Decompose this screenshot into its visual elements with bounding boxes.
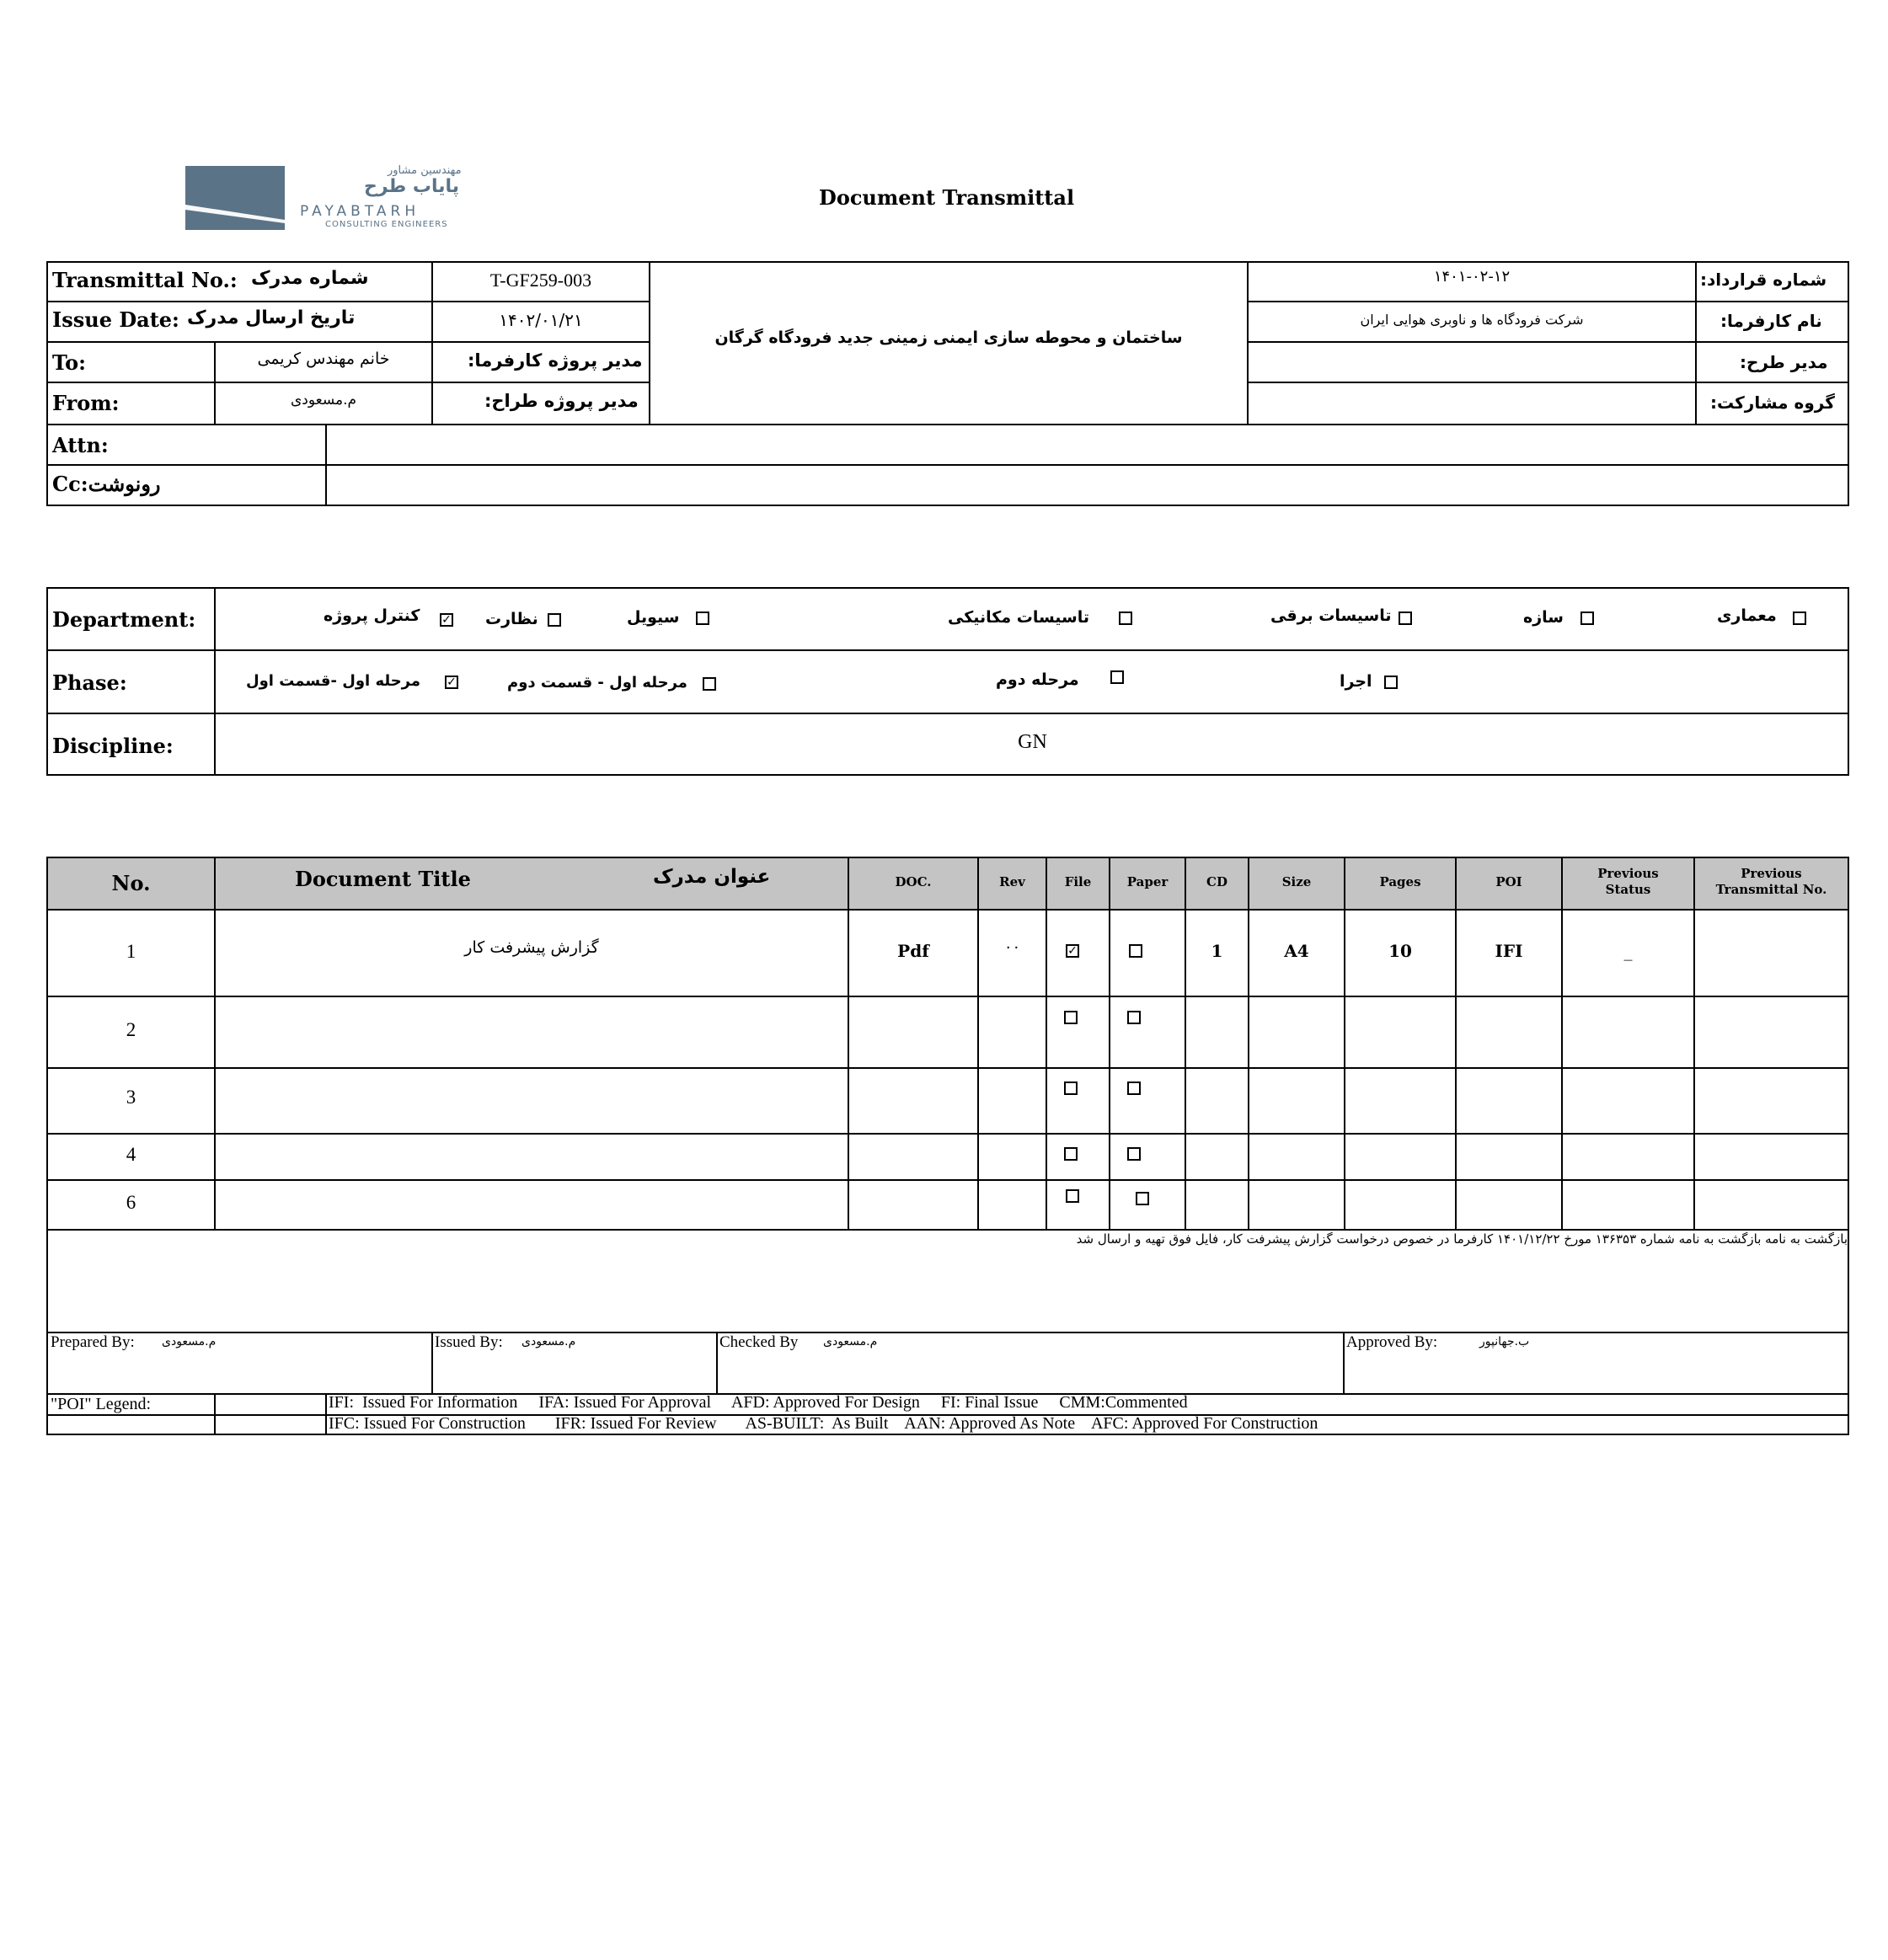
- row-paper-checkbox[interactable]: [1129, 944, 1142, 958]
- poi-legend-line-2: IFC: Issued For Construction IFR: Issued For Review AS-BUILT: As Built AAN: Approved As Note AFC: Approved For Construction: [329, 1414, 1318, 1433]
- col-header-title-fa: عنوان مدرک: [653, 866, 771, 888]
- dept-checkbox-architecture[interactable]: [1793, 611, 1806, 625]
- col-header-size: Size: [1281, 874, 1312, 889]
- from-value: م.مسعودی: [290, 392, 357, 409]
- col-header-file: File: [1064, 874, 1092, 889]
- client-pm-label: مدیر پروژه کارفرما:: [468, 350, 643, 371]
- checked-by-label: Checked By: [719, 1333, 799, 1351]
- col-header-pages: Pages: [1379, 874, 1421, 889]
- phase-checkbox-stage1-part2[interactable]: [703, 677, 716, 691]
- logo-persian-name: پایاب طرح: [364, 176, 460, 197]
- dept-checkbox-structure[interactable]: [1580, 611, 1594, 625]
- discipline-label: Discipline:: [52, 734, 174, 758]
- designer-pm-label: مدیر پروژه طراح:: [484, 391, 639, 411]
- row-file-checkbox[interactable]: [1064, 1011, 1078, 1024]
- dept-label-civil: سیویل: [627, 608, 680, 627]
- company-logo: [185, 164, 497, 236]
- col-header-rev: Rev: [999, 874, 1025, 889]
- dept-checkbox-supervision[interactable]: [548, 613, 561, 627]
- plan-manager-label: مدیر طرح:: [1740, 352, 1828, 372]
- partnership-label: گروه مشارکت:: [1710, 393, 1835, 413]
- checked-by-value: م.مسعودی: [823, 1335, 878, 1349]
- row-no: 3: [126, 1087, 136, 1108]
- discipline-value: GN: [1018, 731, 1047, 753]
- dept-checkbox-project-control[interactable]: ✓: [440, 613, 453, 627]
- logo-latin-sub: CONSULTING ENGINEERS: [325, 220, 448, 229]
- attn-label: Attn:: [52, 433, 109, 457]
- phase-label-stage1-part1: مرحله اول -قسمت اول: [246, 672, 421, 690]
- header-block: [46, 261, 1849, 506]
- col-header-cd: CD: [1206, 874, 1227, 889]
- row-no: 2: [126, 1019, 136, 1040]
- row-no: 4: [126, 1144, 136, 1165]
- phase-checkbox-stage1-part1[interactable]: ✓: [445, 676, 458, 689]
- poi-legend-line-1: IFI: Issued For Information IFA: Issued For Approval AFD: Approved For Design FI: Final Issue CMM:Commented: [329, 1393, 1188, 1412]
- phase-checkbox-second-stage[interactable]: [1110, 670, 1124, 684]
- col-header-title-en: Document Title: [295, 867, 471, 891]
- dept-label-electrical: تاسیسات برقی: [1270, 606, 1392, 625]
- row-poi: IFI: [1495, 941, 1523, 961]
- col-header-no: No.: [111, 871, 151, 895]
- row-paper-checkbox[interactable]: [1127, 1147, 1141, 1161]
- issued-by-label: Issued By:: [435, 1333, 503, 1351]
- row-file-checkbox[interactable]: ✓: [1066, 944, 1079, 958]
- phase-label-stage1-part2: مرحله اول - قسمت دوم: [507, 674, 687, 692]
- remarks-text: بازگشت به نامه بازگشت به نامه شماره ۱۳۶۳۵۳ مورخ ۱۴۰۱/۱۲/۲۲ کارفرما در خصوص درخواست گزارش پیشرفت کار، فایل فوق تهیه و ارسال شد: [1076, 1231, 1848, 1247]
- row-size: A4: [1284, 941, 1309, 961]
- issued-by-value: م.مسعودی: [521, 1335, 576, 1349]
- row-no: 6: [126, 1192, 136, 1213]
- client-value: شرکت فرودگاه ها و ناوبری هوایی ایران: [1360, 312, 1584, 328]
- row-prev-status: _: [1623, 941, 1633, 961]
- col-header-doc: DOC.: [895, 874, 932, 889]
- row-pages: 10: [1388, 941, 1412, 961]
- project-name: ساختمان و محوطه سازی ایمنی زمینی جدید فرودگاه گرگان: [714, 328, 1183, 347]
- row-doc: Pdf: [897, 941, 929, 961]
- row-file-checkbox[interactable]: [1066, 1189, 1079, 1203]
- to-value: خانم مهندس کریمی: [257, 350, 390, 368]
- to-label: To:: [52, 350, 86, 375]
- issue-date-value: ۱۴۰۲/۰۱/۲۱: [499, 310, 583, 330]
- page-title: Document Transmittal: [819, 185, 1075, 210]
- dept-checkbox-civil[interactable]: [696, 611, 709, 625]
- col-header-poi: POI: [1495, 874, 1522, 889]
- logo-persian-top: مهندسین مشاور: [388, 164, 462, 177]
- issue-date-label-fa: تاریخ ارسال مدرک: [187, 307, 356, 328]
- transmittal-no-label-fa: شماره مدرک: [251, 268, 369, 289]
- department-label: Department:: [52, 607, 196, 632]
- prepared-by-label: Prepared By:: [51, 1333, 135, 1351]
- dept-label-supervision: نظارت: [485, 610, 538, 628]
- row-file-checkbox[interactable]: [1064, 1147, 1078, 1161]
- logo-latin-name: PAYABTARH: [300, 203, 420, 220]
- poi-legend-label: "POI" Legend:: [51, 1395, 152, 1413]
- phase-label-execution: اجرا: [1340, 672, 1372, 691]
- dept-label-architecture: معماری: [1717, 606, 1777, 625]
- cc-label: Cc:رونوشت: [52, 472, 161, 496]
- row-file-checkbox[interactable]: [1064, 1081, 1078, 1095]
- row-paper-checkbox[interactable]: [1127, 1081, 1141, 1095]
- from-label: From:: [52, 391, 120, 415]
- row-title: گزارش پیشرفت کار: [464, 938, 599, 957]
- transmittal-no-value: T-GF259-003: [489, 270, 592, 291]
- issue-date-label: Issue Date:: [52, 307, 179, 332]
- col-header-prev-status-1: Previous: [1597, 866, 1659, 881]
- logo-mark: [185, 166, 285, 230]
- phase-label: Phase:: [52, 670, 127, 695]
- dept-label-project-control: کنترل پروژه: [324, 606, 420, 625]
- transmittal-no-label: Transmittal No.:: [52, 268, 238, 292]
- dept-checkbox-mechanical[interactable]: [1119, 611, 1132, 625]
- phase-checkbox-execution[interactable]: [1384, 676, 1398, 689]
- row-paper-checkbox[interactable]: [1127, 1011, 1141, 1024]
- col-header-prev-status-2: Status: [1605, 882, 1651, 897]
- phase-label-second-stage: مرحله دوم: [996, 670, 1079, 689]
- dept-checkbox-electrical[interactable]: [1399, 611, 1412, 625]
- col-header-prev-trans-1: Previous: [1741, 866, 1802, 881]
- client-label: نام کارفرما:: [1720, 311, 1822, 331]
- dept-label-mechanical: تاسیسات مکانیکی: [948, 608, 1089, 627]
- contract-no-label: شماره قرارداد:: [1700, 270, 1827, 290]
- row-cd: 1: [1211, 941, 1223, 961]
- row-rev: ۰۰: [1003, 938, 1021, 956]
- col-header-paper: Paper: [1126, 874, 1169, 889]
- approved-by-label: Approved By:: [1346, 1333, 1438, 1351]
- col-header-prev-trans-2: Transmittal No.: [1715, 882, 1827, 897]
- dept-label-structure: سازه: [1523, 608, 1564, 627]
- approved-by-value: ب.جهانپور: [1479, 1335, 1530, 1349]
- contract-no-value: ۱۴۰۱-۰۲-۱۲: [1433, 268, 1511, 286]
- row-no: 1: [126, 941, 136, 962]
- prepared-by-value: م.مسعودی: [162, 1335, 217, 1349]
- row-paper-checkbox[interactable]: [1136, 1192, 1149, 1205]
